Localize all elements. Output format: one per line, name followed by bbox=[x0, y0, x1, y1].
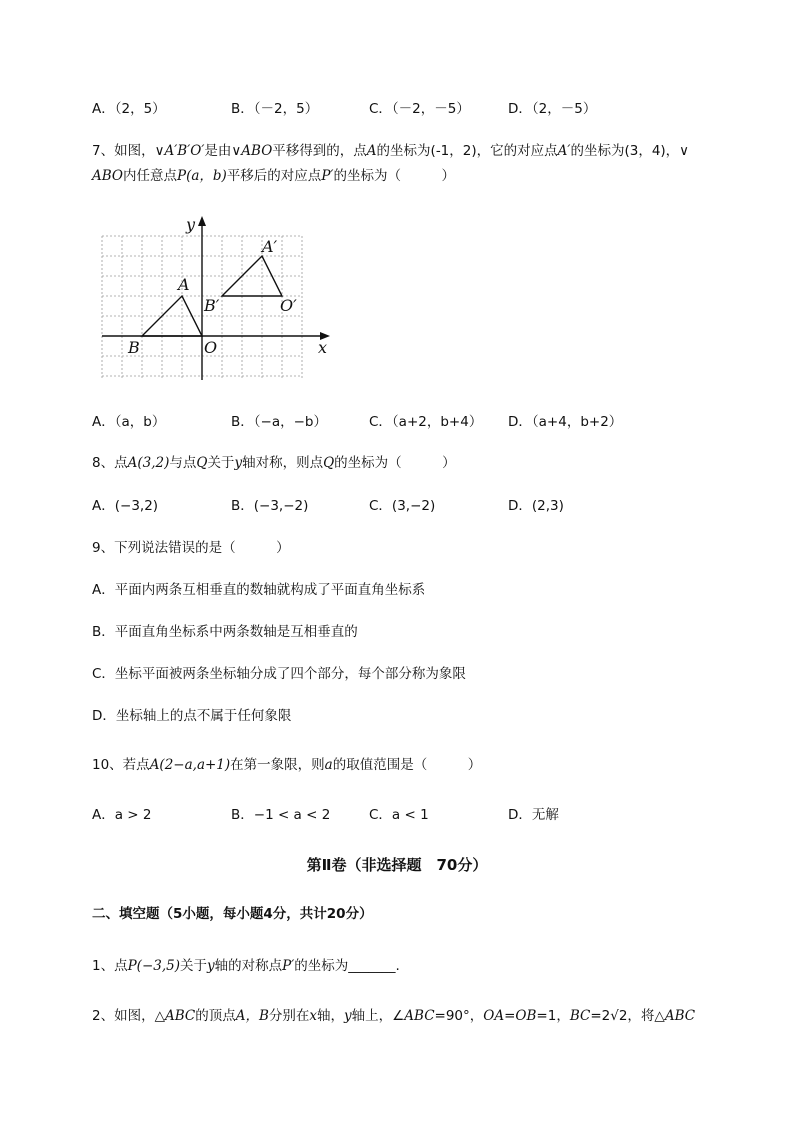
q7-text: 的坐标为(-1，2)，它的对应点 bbox=[376, 143, 558, 159]
q7-text: 是由 bbox=[204, 143, 232, 159]
f2-text: =1， bbox=[536, 1008, 570, 1024]
q10-option-c: C．a < 1 bbox=[369, 807, 429, 823]
q7-point-p: P(a，b) bbox=[177, 168, 227, 184]
q9-option-b: B．平面直角坐标系中两条数轴是互相垂直的 bbox=[92, 624, 358, 640]
f1-text: 的坐标为_______. bbox=[294, 958, 400, 974]
point-a-label: A bbox=[178, 275, 190, 294]
q10-variable-a: a bbox=[324, 757, 333, 773]
q9-option-a: A．平面内两条互相垂直的数轴就构成了平面直角坐标系 bbox=[92, 582, 426, 598]
q7-triangle-abo: ABO bbox=[92, 168, 123, 184]
q7-point-a: A bbox=[366, 143, 377, 159]
q10-text: 在第一象限，则 bbox=[230, 757, 325, 773]
f1-text: 关于 bbox=[180, 958, 207, 974]
q7-text: 的坐标为(3，4)，∨ bbox=[570, 143, 690, 159]
q8-stem bbox=[92, 453, 456, 473]
f2-points: A，B bbox=[235, 1008, 269, 1024]
q10-text: 10、若点 bbox=[92, 757, 150, 773]
fill-in-1 bbox=[92, 956, 400, 976]
point-o-label: O bbox=[204, 338, 218, 357]
part-2-heading: 二、填空题（5小题，每小题4分，共计20分） bbox=[92, 906, 373, 922]
q7-option-c: C．（a+2，b+4） bbox=[369, 414, 483, 430]
q7-stem-line2 bbox=[92, 166, 455, 186]
f2-triangle: ABC bbox=[664, 1008, 696, 1024]
point-b-prime-label: B′ bbox=[204, 296, 220, 315]
y-axis-arrow bbox=[198, 216, 206, 226]
q8-point-q: Q bbox=[196, 455, 208, 471]
q10-stem bbox=[92, 755, 481, 775]
q6-option-c: C．（－2，－5） bbox=[369, 101, 470, 117]
point-o-prime-label: O′ bbox=[280, 296, 297, 315]
f2-text: 轴， bbox=[317, 1008, 345, 1024]
q10-option-a: A．a > 2 bbox=[92, 807, 152, 823]
f2-text: =2√2，将△ bbox=[590, 1008, 665, 1024]
f1-axis-y: y bbox=[207, 958, 215, 974]
q7-text: 平移后的对应点 bbox=[226, 168, 322, 184]
q10-option-d: D．无解 bbox=[508, 807, 559, 823]
q8-point-a: A(3,2) bbox=[127, 455, 170, 471]
fill-in-2 bbox=[92, 1006, 695, 1026]
q7-option-b: B．（−a，−b） bbox=[231, 414, 327, 430]
q7-stem-line1 bbox=[92, 141, 689, 161]
f2-axis-x: x bbox=[309, 1008, 318, 1024]
point-a-prime-label: A′ bbox=[262, 237, 278, 256]
q6-option-a: A．（2，5） bbox=[92, 101, 166, 117]
f2-axis-y: y bbox=[344, 1008, 352, 1024]
f1-text: 1、点 bbox=[92, 958, 128, 974]
q7-point-p-prime: P′ bbox=[321, 168, 334, 184]
q9-option-d: D．坐标轴上的点不属于任何象限 bbox=[92, 708, 292, 724]
f2-text: 的顶点 bbox=[195, 1008, 236, 1024]
f2-text: =90°， bbox=[434, 1008, 484, 1024]
q8-option-c: C．(3,−2) bbox=[369, 498, 436, 514]
q7-text: 平移得到的，点 bbox=[272, 143, 367, 159]
q7-triangle-original: ∨ABO bbox=[231, 143, 273, 159]
f2-text: 2、如图，△ bbox=[92, 1008, 165, 1024]
q9-stem: 9、下列说法错误的是（ ） bbox=[92, 540, 290, 556]
point-b-label: B bbox=[128, 338, 140, 357]
q8-options bbox=[92, 496, 732, 516]
q7-point-a-prime: A′ bbox=[557, 143, 571, 159]
q7-text: 的坐标为（ ） bbox=[333, 168, 455, 184]
f2-segment-oa: OA bbox=[483, 1008, 505, 1024]
f2-triangle: ABC bbox=[164, 1008, 196, 1024]
f2-segment-ob: OB bbox=[515, 1008, 537, 1024]
q6-option-b: B．（－2，5） bbox=[231, 101, 319, 117]
f2-angle: ABC bbox=[404, 1008, 435, 1024]
q10-text: 的取值范围是（ ） bbox=[332, 757, 482, 773]
coordinate-grid-figure bbox=[98, 212, 338, 384]
q8-text: 与点 bbox=[169, 455, 197, 471]
q7-option-d: D．（a+4，b+2） bbox=[508, 414, 623, 430]
q8-text: 轴对称，则点 bbox=[242, 455, 324, 471]
q7-option-a: A．（a，b） bbox=[92, 414, 166, 430]
q6-options bbox=[92, 99, 732, 119]
f2-text: 分别在 bbox=[268, 1008, 310, 1024]
q7-triangle-image: ∨A′B′O′ bbox=[154, 143, 205, 159]
q8-option-a: A．(−3,2) bbox=[92, 498, 159, 514]
f2-segment-bc: BC bbox=[569, 1008, 591, 1024]
q8-option-d: D．(2,3) bbox=[508, 498, 564, 514]
q8-text: 的坐标为（ ） bbox=[334, 455, 456, 471]
f2-text: 轴上，∠ bbox=[351, 1008, 405, 1024]
f1-point-p: P(−3,5) bbox=[127, 958, 180, 974]
q6-option-d: D．（2，－5） bbox=[508, 101, 597, 117]
y-axis-label: y bbox=[186, 215, 196, 234]
q8-text: 8、点 bbox=[92, 455, 128, 471]
f2-text: = bbox=[504, 1008, 516, 1024]
q10-options bbox=[92, 805, 732, 825]
q7-text: 内任意点 bbox=[123, 168, 177, 184]
q10-point-a: A(2−a,a+1) bbox=[149, 757, 231, 773]
f1-point-p-prime: P′ bbox=[282, 958, 295, 974]
x-axis-label: x bbox=[318, 338, 328, 357]
q7-options bbox=[92, 412, 732, 432]
section-2-title: 第Ⅱ卷（非选择题 70分） bbox=[306, 856, 488, 874]
f1-text: 轴的对称点 bbox=[214, 958, 283, 974]
q8-axis-y: y bbox=[234, 455, 243, 471]
q7-text: 7、如图， bbox=[92, 143, 155, 159]
q8-point-q: Q bbox=[323, 455, 335, 471]
q8-text: 关于 bbox=[207, 455, 235, 471]
q9-option-c: C．坐标平面被两条坐标轴分成了四个部分，每个部分称为象限 bbox=[92, 666, 466, 682]
q8-option-b: B．(−3,−2) bbox=[231, 498, 309, 514]
q10-option-b: B．−1 < a < 2 bbox=[231, 807, 331, 823]
